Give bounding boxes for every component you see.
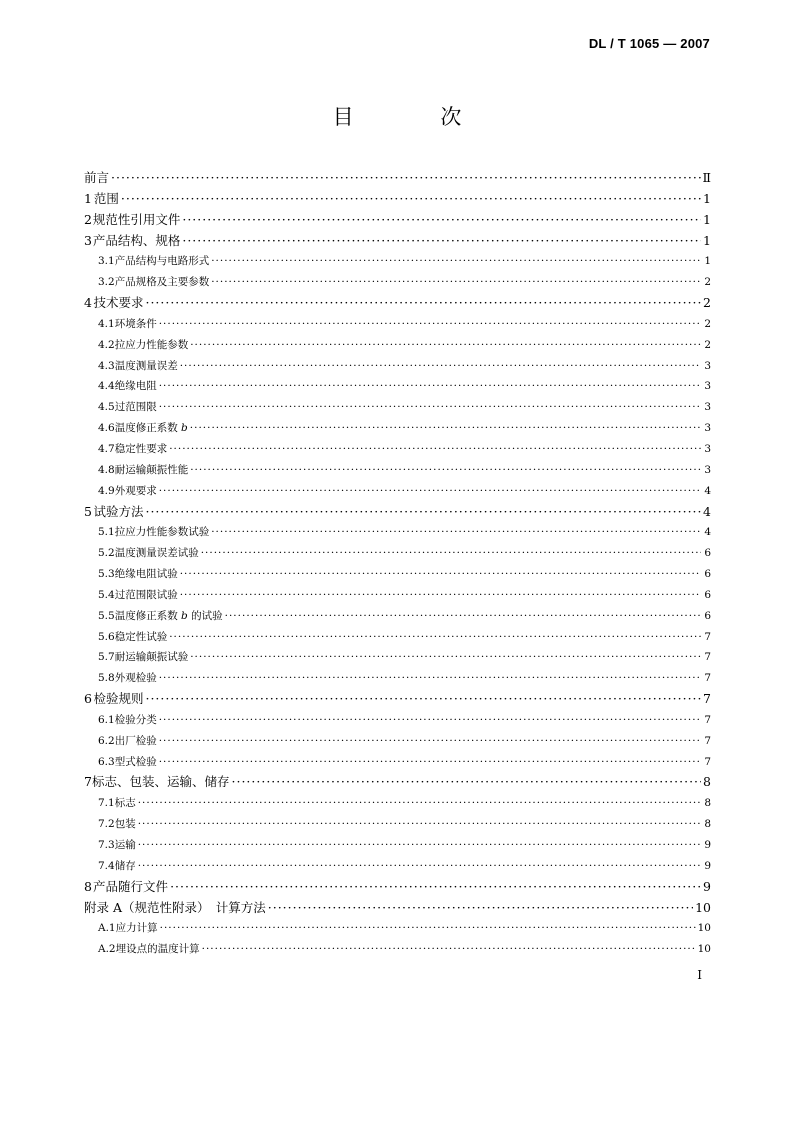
toc-entry-number: 4.5	[98, 401, 115, 414]
toc-entry-number: 5.8	[98, 672, 115, 685]
toc-leader-dots	[159, 668, 701, 689]
toc-entry-label: 应力计算	[115, 922, 158, 935]
toc-entry-number: 5	[84, 503, 92, 519]
toc-entry-page: 9	[704, 839, 711, 851]
toc-entry[interactable]	[84, 772, 711, 793]
toc-entry-label: 储存	[114, 859, 136, 872]
toc-entry-number: 7.4	[98, 859, 115, 872]
toc-entry-label: 产品随行文件	[93, 878, 169, 894]
toc-leader-dots	[145, 689, 701, 710]
toc-entry-number: 4.4	[98, 380, 115, 393]
toc-entry-number: 4	[84, 295, 92, 311]
toc-entry-page: 7	[704, 734, 711, 747]
toc-entry-number: 6.2	[98, 734, 115, 747]
toc-entry[interactable]	[84, 314, 711, 335]
toc-leader-dots	[180, 356, 701, 377]
toc-leader-dots	[145, 502, 701, 523]
toc-entry-number: 6	[84, 691, 92, 707]
toc-entry[interactable]	[84, 335, 711, 356]
toc-entry[interactable]	[84, 814, 711, 835]
toc-entry-number: 8	[84, 878, 92, 894]
toc-entry-label: 标志	[114, 797, 136, 810]
toc-entry-page: 6	[704, 568, 711, 581]
toc-leader-dots	[138, 793, 701, 814]
toc-entry-page: 8	[704, 797, 711, 810]
page-title: 目 次	[332, 105, 502, 129]
toc-entry-number: 3.1	[98, 255, 115, 268]
toc-entry-label: 附录 A（规范性附录） 计算方法	[84, 899, 266, 915]
page-number: I	[697, 968, 702, 982]
toc-entry[interactable]	[84, 522, 711, 543]
toc-entry-label: 检验分类	[114, 713, 157, 726]
toc-entry-number: 7.1	[98, 797, 115, 810]
toc-entry-number: 3.2	[98, 276, 115, 289]
toc-leader-dots	[145, 293, 701, 314]
toc-entry-number: 5.7	[98, 651, 115, 664]
toc-entry[interactable]	[84, 439, 711, 460]
toc-entry-label: 绝缘电阻	[114, 380, 157, 393]
toc-leader-dots	[180, 585, 701, 606]
toc-leader-dots	[202, 939, 696, 960]
toc-entry-page: 3	[704, 463, 711, 476]
toc-entry-label: 温度测量误差	[114, 359, 178, 372]
toc-entry-number: 5.3	[98, 568, 115, 581]
toc-leader-dots	[170, 877, 701, 898]
toc-entry-number: 5.6	[98, 630, 115, 643]
toc-leader-dots	[160, 918, 696, 939]
toc-entry-label: 检验规则	[93, 691, 144, 707]
toc-entry[interactable]	[84, 606, 711, 627]
toc-entry-number: 3	[84, 232, 92, 248]
toc-leader-dots	[180, 564, 701, 585]
toc-leader-dots	[182, 210, 701, 231]
toc-entry-page: 7	[704, 713, 711, 726]
toc-entry-label: 试验方法	[93, 503, 144, 519]
toc-leader-dots	[159, 314, 701, 335]
toc-entry-label: 外观要求	[114, 484, 157, 497]
toc-entry-label: 外观检验	[114, 672, 157, 685]
toc-entry-label: 产品规格及主要参数	[114, 276, 210, 289]
toc-entry-label: 埋设点的温度计算	[115, 943, 200, 956]
toc-entry[interactable]	[84, 856, 711, 877]
toc-leader-dots	[190, 335, 701, 356]
toc-entry-page: 6	[704, 547, 711, 560]
toc-entry-label: 温度修正系数 b	[114, 422, 188, 435]
toc-entry[interactable]	[84, 564, 711, 585]
toc-entry-label: 稳定性试验	[114, 630, 168, 643]
toc-leader-dots	[169, 439, 701, 460]
toc-entry-page: 4	[704, 484, 711, 497]
toc-entry-label: 环境条件	[114, 317, 157, 330]
toc-leader-dots	[111, 168, 700, 189]
toc-leader-dots	[159, 710, 701, 731]
toc-entry[interactable]	[84, 731, 711, 752]
toc-leader-dots	[159, 481, 701, 502]
toc-entry-label: 耐运输颠振性能	[114, 463, 189, 476]
toc-entry-page: 7	[704, 651, 711, 664]
toc-entry[interactable]	[84, 752, 711, 773]
toc-entry[interactable]	[84, 647, 711, 668]
toc-leader-dots	[268, 898, 693, 919]
toc-entry-label: 技术要求	[93, 295, 144, 311]
toc-entry[interactable]	[84, 460, 711, 481]
toc-entry[interactable]	[84, 231, 711, 252]
toc-entry-page: 3	[704, 359, 711, 372]
toc-entry[interactable]	[84, 293, 711, 314]
toc-entry-page: 6	[704, 588, 711, 601]
toc-entry-label: 过范围限试验	[114, 588, 178, 601]
toc-leader-dots	[159, 731, 701, 752]
toc-entry[interactable]	[84, 397, 711, 418]
toc-entry-label: 耐运输颠振试验	[114, 651, 189, 664]
toc-entry-page: 9	[703, 878, 711, 894]
toc-entry-page: 2	[704, 338, 711, 351]
toc-entry-page: 3	[704, 422, 711, 435]
toc-entry-page: 1	[703, 211, 711, 227]
toc-entry-page: 10	[695, 899, 711, 915]
toc-entry-page: 8	[704, 818, 711, 831]
toc-entry[interactable]	[84, 710, 711, 731]
toc-entry-number: 4.8	[98, 463, 115, 476]
toc-leader-dots	[159, 752, 701, 773]
toc-entry[interactable]	[84, 251, 711, 272]
toc-entry-label: 前言	[84, 170, 110, 185]
toc-entry-label: 拉应力性能参数	[114, 338, 189, 351]
toc-entry[interactable]	[84, 210, 711, 231]
toc-entry-page: 4	[704, 526, 711, 539]
toc-entry-number: 4.1	[98, 317, 115, 330]
toc-entry-page: 2	[704, 317, 711, 330]
toc-entry-label: 温度测量误差试验	[114, 547, 199, 560]
toc-leader-dots	[190, 460, 701, 481]
standard-number: DL / T 1065 — 2007	[588, 36, 710, 51]
toc-entry-number: 7	[84, 774, 92, 790]
toc-entry-page: 10	[697, 943, 711, 956]
toc-entry[interactable]	[84, 668, 711, 689]
toc-entry[interactable]	[84, 418, 711, 439]
toc-entry-number: 4.3	[98, 359, 115, 372]
toc-entry[interactable]	[84, 356, 711, 377]
toc-entry-page: 1	[704, 255, 711, 268]
toc-entry-page: 3	[704, 442, 711, 455]
toc-leader-dots	[182, 231, 701, 252]
toc-leader-dots	[232, 772, 701, 793]
toc-entry[interactable]	[84, 793, 711, 814]
toc-leader-dots	[169, 627, 701, 648]
toc-entry[interactable]	[84, 481, 711, 502]
toc-entry[interactable]	[84, 189, 711, 210]
toc-entry-page: 2	[703, 295, 711, 311]
toc-entry-number: A.2	[98, 943, 116, 956]
toc-leader-dots	[211, 251, 701, 272]
toc-entry-label: 产品结构与电路形式	[114, 255, 210, 268]
toc-leader-dots	[190, 418, 701, 439]
toc-entry-page: 7	[704, 672, 711, 685]
toc-leader-dots	[159, 397, 701, 418]
toc-entry[interactable]	[84, 168, 711, 189]
toc-entry-page: 8	[703, 774, 711, 790]
toc-entry-label: 温度修正系数 b 的试验	[114, 609, 223, 622]
toc-entry[interactable]	[84, 877, 711, 898]
toc-entry[interactable]	[84, 835, 711, 856]
toc-entry[interactable]	[84, 689, 711, 710]
toc-entry[interactable]	[84, 272, 711, 293]
toc-leader-dots	[211, 522, 701, 543]
toc-entry-page: 4	[703, 503, 711, 519]
toc-entry-label: 运输	[114, 839, 136, 851]
toc-entry-page: 2	[704, 276, 711, 289]
toc-leader-dots	[138, 814, 701, 835]
toc-entry[interactable]	[84, 585, 711, 606]
toc-entry-label: 过范围限	[114, 401, 157, 414]
toc-entry-number: 5.5	[98, 609, 115, 622]
toc-entry-page: 7	[704, 630, 711, 643]
toc-entry-page: 1	[703, 232, 711, 248]
toc-entry-page: Ⅱ	[702, 170, 711, 185]
table-of-contents	[84, 168, 711, 960]
toc-entry-number: 7.3	[98, 839, 115, 851]
toc-entry-number: 6.1	[98, 713, 115, 726]
toc-entry-page: 7	[703, 691, 711, 707]
toc-entry-number: A.1	[98, 922, 116, 935]
toc-entry[interactable]	[84, 502, 711, 523]
toc-leader-dots	[121, 189, 701, 210]
toc-leader-dots	[201, 543, 701, 564]
toc-entry[interactable]	[84, 543, 711, 564]
toc-entry-page: 3	[704, 380, 711, 393]
toc-entry-page: 6	[704, 609, 711, 622]
toc-entry-number: 6.3	[98, 755, 115, 768]
toc-entry-page: 3	[704, 401, 711, 414]
toc-entry-number: 4.2	[98, 338, 115, 351]
toc-entry-label: 稳定性要求	[114, 442, 168, 455]
toc-entry[interactable]	[84, 376, 711, 397]
toc-entry-page: 9	[704, 859, 711, 872]
toc-entry-page: 7	[704, 755, 711, 768]
toc-entry-label: 出厂检验	[114, 734, 157, 747]
toc-leader-dots	[159, 376, 701, 397]
toc-entry-page: 1	[703, 190, 711, 206]
toc-entry-label: 标志、包装、运输、储存	[92, 774, 230, 790]
toc-entry[interactable]	[84, 939, 711, 960]
toc-leader-dots	[138, 835, 701, 856]
toc-entry-label: 规范性引用文件	[92, 211, 181, 227]
toc-leader-dots	[190, 647, 701, 668]
toc-leader-dots	[225, 606, 701, 627]
toc-leader-dots	[211, 272, 701, 293]
toc-entry-label: 绝缘电阻试验	[114, 568, 178, 581]
toc-entry-number: 4.6	[98, 422, 115, 435]
toc-entry-label: 型式检验	[114, 755, 157, 768]
toc-entry-label: 范围	[93, 190, 119, 206]
toc-leader-dots	[138, 856, 701, 877]
toc-entry[interactable]	[84, 918, 711, 939]
toc-entry-number: 7.2	[98, 818, 115, 831]
toc-entry-number: 5.2	[98, 547, 115, 560]
toc-entry-label: 拉应力性能参数试验	[114, 526, 210, 539]
toc-entry-number: 4.7	[98, 442, 115, 455]
toc-entry[interactable]	[84, 627, 711, 648]
toc-entry-number: 1	[84, 190, 92, 206]
toc-entry-number: 2	[84, 211, 92, 227]
toc-entry[interactable]	[84, 898, 711, 919]
toc-entry-number: 5.4	[98, 588, 115, 601]
toc-entry-page: 10	[697, 922, 711, 935]
toc-entry-label: 产品结构、规格	[92, 232, 181, 248]
toc-entry-number: 4.9	[98, 484, 115, 497]
toc-entry-label: 包装	[114, 818, 136, 831]
toc-entry-number: 5.1	[98, 526, 115, 539]
